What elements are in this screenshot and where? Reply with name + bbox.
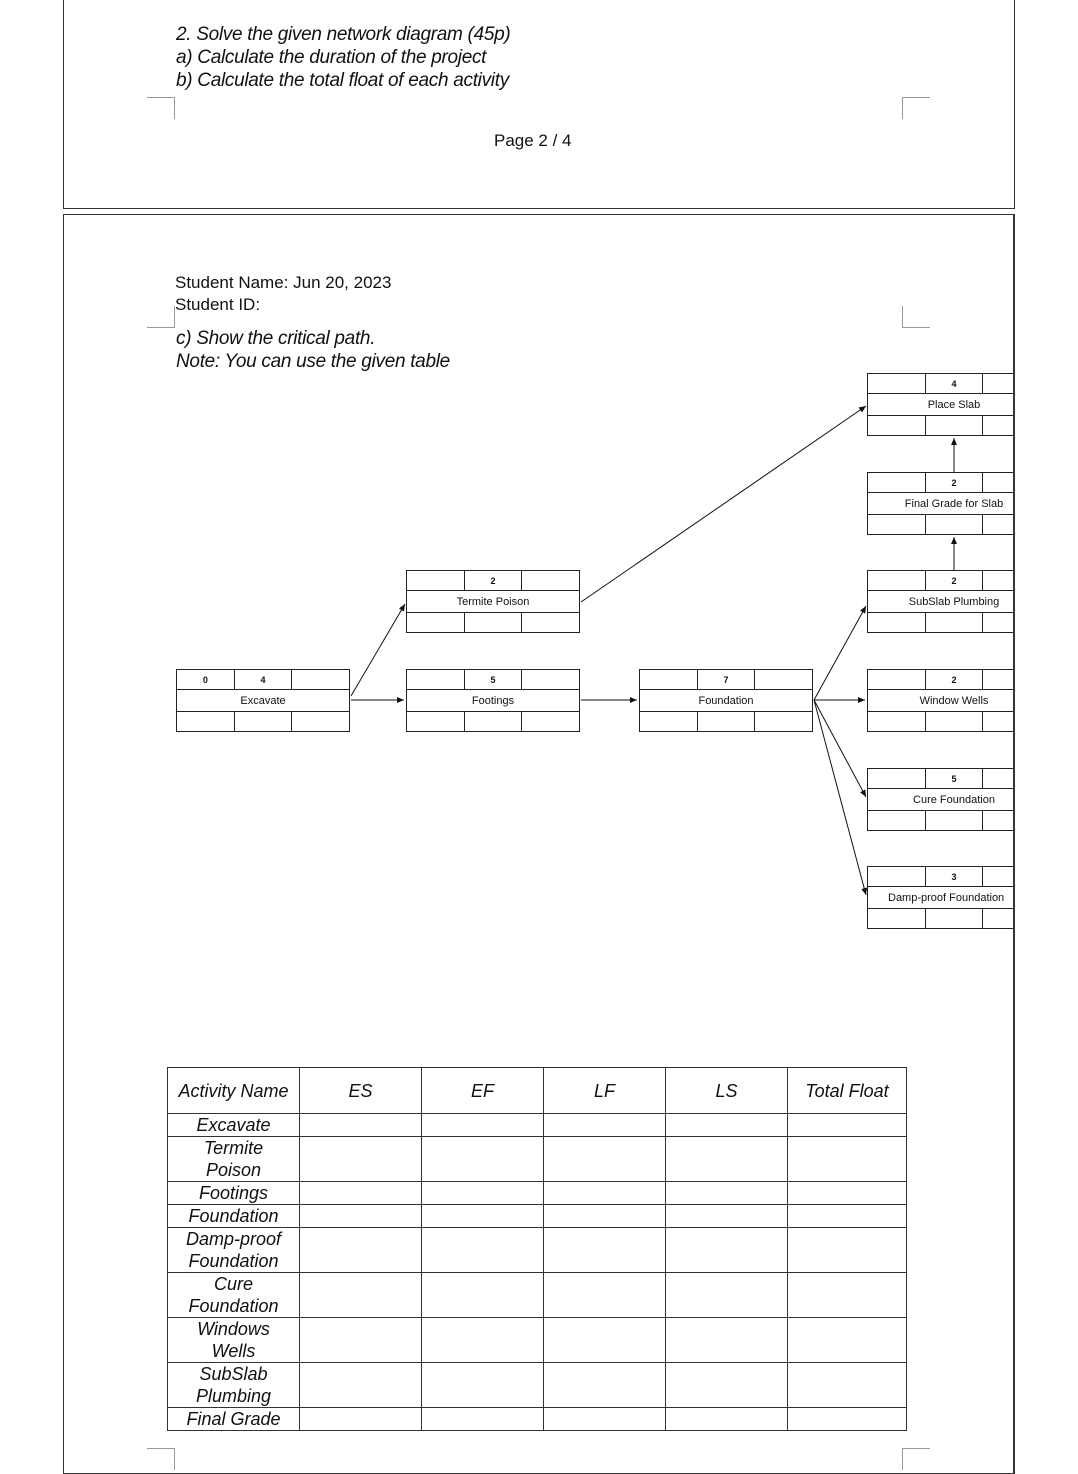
cell-ls[interactable]: [666, 1182, 788, 1205]
cell-ef[interactable]: [422, 1182, 544, 1205]
cell-lf[interactable]: [544, 1114, 666, 1137]
header-ef: EF: [422, 1068, 544, 1114]
table-row: [168, 1114, 907, 1137]
node-footings: [406, 669, 580, 732]
arrow-foundation-subslab: [814, 606, 866, 700]
header-ls: LS: [666, 1068, 788, 1114]
cell-total-float[interactable]: [788, 1114, 907, 1137]
cell-ls[interactable]: [666, 1363, 788, 1408]
table-header-row: [168, 1068, 907, 1114]
cell-lf[interactable]: [544, 1182, 666, 1205]
node-cure-name: Cure Foundation: [867, 789, 1041, 810]
node-dampproof-name: Damp-proof Foundation: [867, 887, 1041, 908]
cell-ls[interactable]: [666, 1228, 788, 1273]
header-es: ES: [300, 1068, 422, 1114]
row-activity: Cure Foundation: [168, 1273, 300, 1318]
node-final-grade-duration: 2: [925, 472, 984, 493]
cell-lf[interactable]: [544, 1318, 666, 1363]
node-cure-duration: 5: [925, 768, 984, 789]
cell-ls[interactable]: [666, 1273, 788, 1318]
cell-lf[interactable]: [544, 1205, 666, 1228]
cell-ef[interactable]: [422, 1273, 544, 1318]
page-right-margin: [1014, 360, 1078, 940]
cell-ef[interactable]: [422, 1318, 544, 1363]
table-row: [168, 1228, 907, 1273]
cell-ef[interactable]: [422, 1137, 544, 1182]
cell-total-float[interactable]: [788, 1408, 907, 1431]
cell-es[interactable]: [300, 1273, 422, 1318]
cell-total-float[interactable]: [788, 1182, 907, 1205]
node-termite-poison: [406, 570, 580, 633]
cell-es[interactable]: [300, 1228, 422, 1273]
table-row: [168, 1408, 907, 1431]
node-final-grade-name: Final Grade for Slab: [867, 493, 1041, 514]
node-excavate-name: Excavate: [176, 690, 350, 711]
node-place-slab-name: Place Slab: [867, 394, 1041, 415]
question-line-3: b) Calculate the total float of each activity: [176, 70, 509, 91]
cell-ls[interactable]: [666, 1205, 788, 1228]
cell-lf[interactable]: [544, 1363, 666, 1408]
cell-lf[interactable]: [544, 1137, 666, 1182]
table-row: [168, 1273, 907, 1318]
cell-ls[interactable]: [666, 1114, 788, 1137]
student-id: Student ID:: [175, 295, 261, 314]
cell-lf[interactable]: [544, 1273, 666, 1318]
student-name: Student Name: Jun 20, 2023: [175, 273, 392, 292]
arrow-foundation-dampproof: [814, 700, 866, 895]
crop-mark-bottom-left: [147, 1448, 175, 1470]
cell-es[interactable]: [300, 1408, 422, 1431]
table-row: [168, 1205, 907, 1228]
cell-ef[interactable]: [422, 1228, 544, 1273]
cell-ef[interactable]: [422, 1363, 544, 1408]
question-line-4: c) Show the critical path.: [176, 328, 376, 349]
table-row: [168, 1363, 907, 1408]
node-termite-duration: 2: [464, 570, 523, 591]
cell-lf[interactable]: [544, 1408, 666, 1431]
row-activity: SubSlab Plumbing: [168, 1363, 300, 1408]
crop-mark-bottom-right: [902, 1448, 930, 1470]
node-foundation-name: Foundation: [639, 690, 813, 711]
cell-ef[interactable]: [422, 1114, 544, 1137]
cell-total-float[interactable]: [788, 1137, 907, 1182]
table-row: [168, 1182, 907, 1205]
row-activity: Windows Wells: [168, 1318, 300, 1363]
cell-ef[interactable]: [422, 1408, 544, 1431]
cell-ls[interactable]: [666, 1318, 788, 1363]
cell-ef[interactable]: [422, 1205, 544, 1228]
question-line-2: a) Calculate the duration of the project: [176, 47, 487, 68]
cell-es[interactable]: [300, 1318, 422, 1363]
node-dampproof-duration: 3: [925, 866, 984, 887]
node-footings-duration: 5: [464, 669, 523, 690]
node-termite-name: Termite Poison: [406, 591, 580, 612]
question-line-5: Note: You can use the given table: [176, 351, 450, 372]
cell-es[interactable]: [300, 1363, 422, 1408]
row-activity: Foundation: [168, 1205, 300, 1228]
node-place-slab-duration: 4: [925, 373, 984, 394]
cell-es[interactable]: [300, 1205, 422, 1228]
cell-lf[interactable]: [544, 1228, 666, 1273]
row-activity: Damp-proof Foundation: [168, 1228, 300, 1273]
header-activity-name: Activity Name: [168, 1068, 300, 1114]
activity-table: [167, 1067, 907, 1431]
arrow-foundation-cure: [814, 700, 866, 797]
cell-total-float[interactable]: [788, 1363, 907, 1408]
question-line-1: 2. Solve the given network diagram (45p): [176, 24, 511, 45]
cell-total-float[interactable]: [788, 1205, 907, 1228]
node-window-wells-duration: 2: [925, 669, 984, 690]
node-excavate-es: 0: [176, 669, 235, 690]
header-lf: LF: [544, 1068, 666, 1114]
cell-ls[interactable]: [666, 1137, 788, 1182]
row-activity: Excavate: [168, 1114, 300, 1137]
node-excavate-duration: 4: [234, 669, 293, 690]
row-activity: Footings: [168, 1182, 300, 1205]
cell-es[interactable]: [300, 1114, 422, 1137]
arrow-termite-placeslab: [581, 406, 866, 602]
table-row: [168, 1137, 907, 1182]
row-activity: Termite Poison: [168, 1137, 300, 1182]
node-foundation-duration: 7: [697, 669, 756, 690]
node-footings-name: Footings: [406, 690, 580, 711]
cell-es[interactable]: [300, 1182, 422, 1205]
page-2-right-edge: [1013, 214, 1015, 1474]
node-subslab-name: SubSlab Plumbing: [867, 591, 1041, 612]
page-number: Page 2 / 4: [494, 131, 572, 150]
cell-total-float[interactable]: [788, 1318, 907, 1363]
node-foundation: [639, 669, 813, 732]
table-row: [168, 1318, 907, 1363]
cell-es[interactable]: [300, 1137, 422, 1182]
cell-total-float[interactable]: [788, 1228, 907, 1273]
node-excavate: [176, 669, 350, 732]
cell-ls[interactable]: [666, 1408, 788, 1431]
row-activity: Final Grade: [168, 1408, 300, 1431]
cell-total-float[interactable]: [788, 1273, 907, 1318]
arrow-excavate-termite: [351, 604, 405, 696]
node-subslab-duration: 2: [925, 570, 984, 591]
node-window-wells-name: Window Wells: [867, 690, 1041, 711]
header-total-float: Total Float: [788, 1068, 907, 1114]
